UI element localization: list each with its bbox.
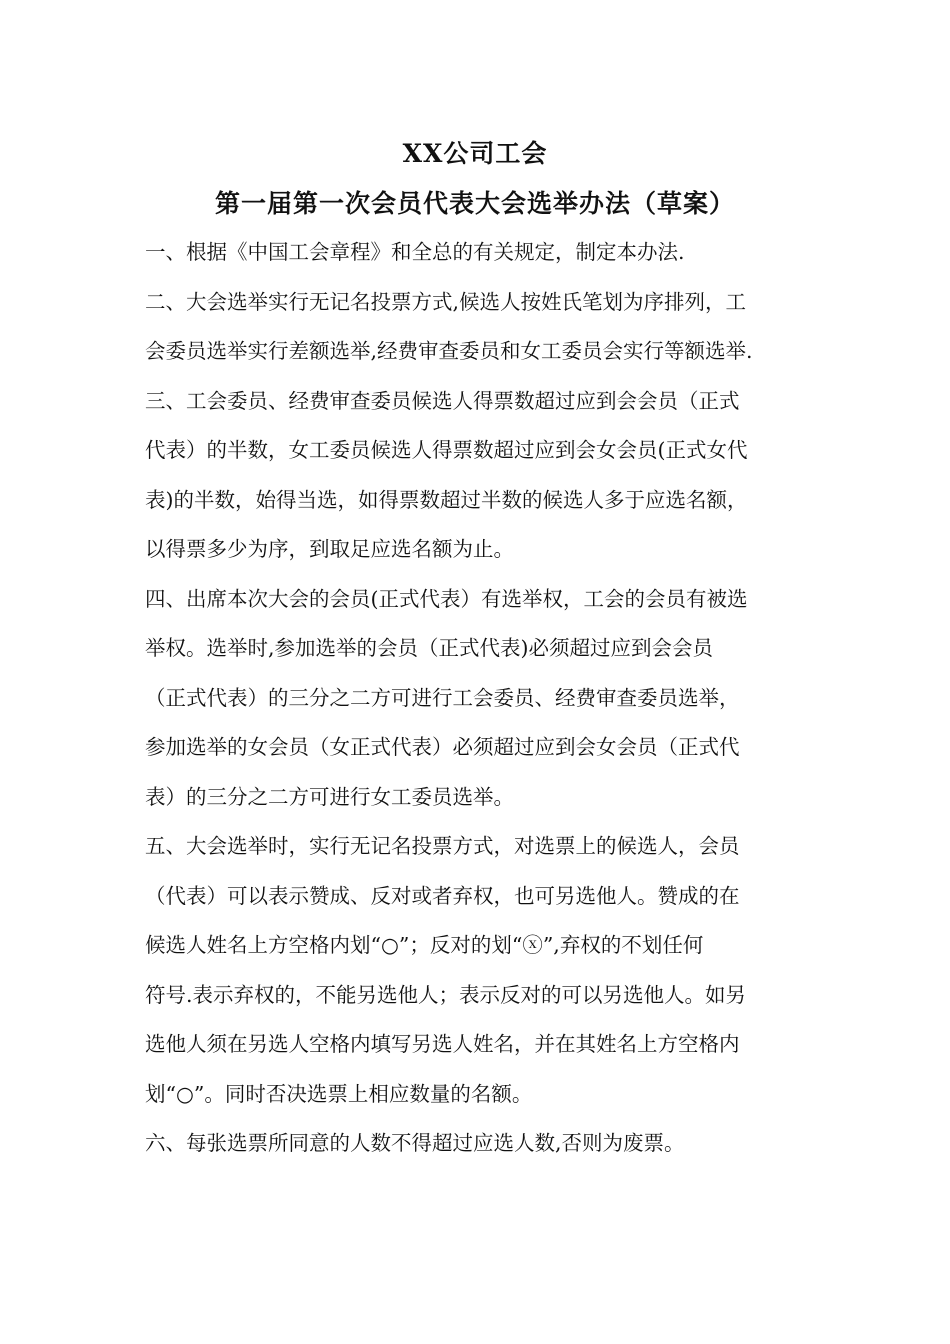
document-body (145, 228, 813, 1169)
body-line: 候选人姓名上方空格内划“○”；反对的划“ⓧ”,弃权的不划任何 (145, 933, 704, 957)
body-line: 表）的三分之二方可进行女工委员选举。 (145, 784, 514, 809)
document-title-org: XX公司工会 (402, 139, 548, 168)
body-line: 五、大会选举时，实行无记名投票方式，对选票上的候选人，会员 (145, 834, 740, 858)
body-line: 参加选举的女会员（女正式代表）必须超过应到会女会员（正式代 (145, 735, 740, 759)
body-line: 符号.表示弃权的，不能另选他人；表示反对的可以另选他人。如另 (145, 982, 747, 1007)
body-line: 六、每张选票所同意的人数不得超过应选人数,否则为废票。 (145, 1131, 685, 1155)
body-line: 一、根据《中国工会章程》和全总的有关规定，制定本办法. (145, 240, 685, 264)
body-line: 会委员选举实行差额选举,经费审查委员和女工委员会实行等额选举. (145, 339, 753, 363)
body-line: 代表）的半数，女工委员候选人得票数超过应到会女会员(正式女代 (145, 438, 748, 462)
document-title-main: 第一届第一次会员代表大会选举办法（草案） (214, 189, 735, 218)
body-line: 举权。选举时,参加选举的会员（正式代表)必须超过应到会会员 (145, 636, 714, 660)
body-line: （代表）可以表示赞成、反对或者弃权，也可另选他人。赞成的在 (145, 883, 740, 908)
body-line: 划“○”。同时否决选票上相应数量的名额。 (145, 1081, 533, 1106)
body-line: （正式代表）的三分之二方可进行工会委员、经费审查委员选举， (145, 685, 740, 710)
body-line: 二、大会选举实行无记名投票方式,候选人按姓氏笔划为序排列，工 (145, 289, 747, 314)
body-line: 选他人须在另选人空格内填写另选人姓名，并在其姓名上方空格内 (145, 1032, 740, 1056)
body-line: 以得票多少为序，到取足应选名额为止。 (145, 537, 514, 561)
body-line: 表)的半数，始得当选，如得票数超过半数的候选人多于应选名额， (145, 487, 748, 512)
body-line: 三、工会委员、经费审查委员候选人得票数超过应到会会员（正式 (145, 388, 740, 413)
body-line: 四、出席本次大会的会员(正式代表）有选举权，工会的会员有被选 (145, 586, 748, 611)
